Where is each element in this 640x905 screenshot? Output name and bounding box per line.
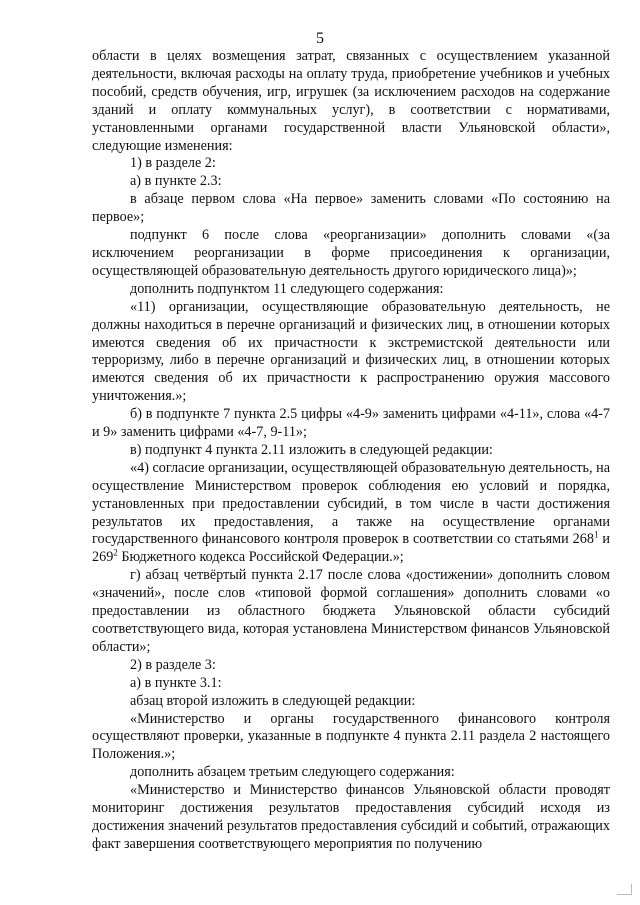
paragraph-with-superscripts	[92, 460, 610, 567]
paragraph-text: и 269	[92, 531, 610, 566]
paragraph: дополнить абзацем третьим следующего содержания:	[130, 764, 455, 781]
superscript: 1	[593, 529, 599, 540]
paragraph: «Министерство и органы государственного финансового контроля осуществляют проверки, указанные в подпункте 4 пункта 2.11 раздела 2 настоящего Положения.»;	[92, 710, 610, 763]
paragraph: в) подпункт 4 пункта 2.11 изложить в следующей редакции:	[130, 441, 493, 458]
superscript: 2	[113, 547, 118, 558]
paragraph: дополнить подпунктом 11 следующего содержания:	[130, 280, 444, 297]
paragraph: а) в пункте 3.1:	[130, 674, 222, 691]
scan-corner-mark	[617, 884, 632, 895]
paragraph: а) в пункте 2.3:	[130, 173, 222, 190]
paragraph: подпункт 6 после слова «реорганизации» дополнить словами «(за исключением реорганизации в форме присоединения к организации, осуществляющей образовательную деятельность другого юридического лица)»;	[92, 227, 610, 279]
paragraph: б) в подпункте 7 пункта 2.5 цифры «4-9» заменить цифрами «4-11», слова «4-7 и 9» заменить цифрами «4-7, 9-11»;	[92, 406, 610, 441]
paragraph-text: Бюджетного кодекса Российской Федерации.»;	[117, 549, 404, 566]
page-number: 5	[316, 30, 324, 47]
paragraph: г) абзац четвёртый пункта 2.17 после слова «достижении» дополнить словом «значений», после слов «типовой формой соглашения» дополнить словами «о предоставлении из областного бюджета Ульяновской области субсидий соответствующего вида, которая установлена Министерством финансов Ульяновской области»;	[92, 567, 610, 655]
paragraph: «Министерство и Министерство финансов Ульяновской области проводят мониторинг достижения результатов предоставления субсидий исходя из достижения значений результатов предоставления субсидий и событий, отражающих факт завершения соответствующего мероприятия по получению	[92, 782, 610, 852]
paragraph: 1) в разделе 2:	[130, 155, 216, 172]
paragraph: 2) в разделе 3:	[130, 656, 216, 673]
paragraph: абзац второй изложить в следующей редакции:	[130, 692, 416, 709]
paragraph: в абзаце первом слова «На первое» заменить словами «По состоянию на первое»;	[92, 191, 610, 226]
paragraph-text: «4) согласие организации, осуществляющей образовательную деятельность, на осуществление Министерством проверок соблюдения ею условий и порядка, установленных при предоставлении субсидий, в том числе в части достижения результатов их предоставления, а также на осуществление органами государственного финансового контроля проверок в соответствии со статьями 268	[92, 459, 610, 548]
document-body	[92, 48, 610, 854]
paragraph: области в целях возмещения затрат, связанных с осуществлением указанной деятельности, включая расходы на оплату труда, приобретение учебников и учебных пособий, средств обучения, игр, игрушек (за исключением расходов на содержание зданий и оплату коммунальных услуг), в соответствии с нормативами, установленными органами государственной власти Ульяновской области», следующие изменения:	[92, 48, 610, 154]
paragraph: «11) организации, осуществляющие образовательную деятельность, не должны находиться в перечне организаций и физических лиц, в отношении которых имеются сведения об их причастности к экстремистской деятельности или терроризму, либо в перечне организаций и физических лиц, в отношении которых имеются сведения об их причастности к распространению оружия массового уничтожения.»;	[92, 298, 610, 405]
